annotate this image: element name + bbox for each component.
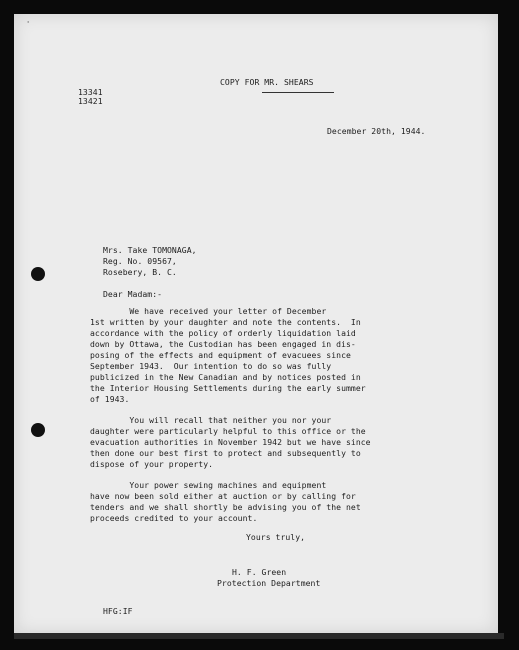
body-line: then done our best first to protect and subsequently to [90, 448, 361, 458]
header-underline [262, 92, 334, 93]
body-line: You will recall that neither you nor your [90, 415, 332, 425]
body-line: evacuation authorities in November 1942 but we have since [90, 437, 371, 447]
document-header: COPY FOR MR. SHEARS [220, 77, 314, 87]
corner-mark: ' [26, 20, 31, 28]
body-line: dispose of your property. [90, 459, 214, 469]
typist-initials: HFG:IF [103, 606, 133, 616]
body-line: down by Ottawa, the Custodian has been engaged in dis- [90, 339, 356, 349]
salutation: Dear Madam:- [103, 289, 163, 299]
signature-name: H. F. Green [232, 567, 287, 577]
body-line: We have received your letter of December [90, 306, 327, 316]
letter-date: December 20th, 1944. [327, 126, 426, 136]
body-line: of 1943. [90, 394, 130, 404]
signature-department: Protection Department [217, 578, 321, 588]
body-line: daughter were particularly helpful to this office or the [90, 426, 366, 436]
body-line: September 1943. Our intention to do so was fully [90, 361, 332, 371]
addressee-line: Reg. No. 09567, [103, 256, 177, 266]
binder-hole-top [31, 267, 45, 281]
body-line: have now been sold either at auction or by calling for [90, 491, 356, 501]
body-line: accordance with the policy of orderly liquidation laid [90, 328, 356, 338]
body-line: Your power sewing machines and equipment [90, 480, 327, 490]
body-line: the Interior Housing Settlements during the early summer [90, 383, 366, 393]
body-line: publicized in the New Canadian and by notices posted in [90, 372, 361, 382]
binder-hole-bottom [31, 423, 45, 437]
body-line: 1st written by your daughter and note the contents. In [90, 317, 361, 327]
body-line: tenders and we shall shortly be advising you of the net [90, 502, 361, 512]
page-shadow [14, 633, 504, 639]
closing: Yours truly, [246, 532, 306, 542]
file-number-2: 13421 [78, 96, 103, 106]
body-line: proceeds credited to your account. [90, 513, 258, 523]
addressee-line: Rosebery, B. C. [103, 267, 177, 277]
addressee-line: Mrs. Take TOMONAGA, [103, 245, 197, 255]
file-number-1: 13341 [78, 87, 103, 97]
body-line: posing of the effects and equipment of evacuees since [90, 350, 351, 360]
